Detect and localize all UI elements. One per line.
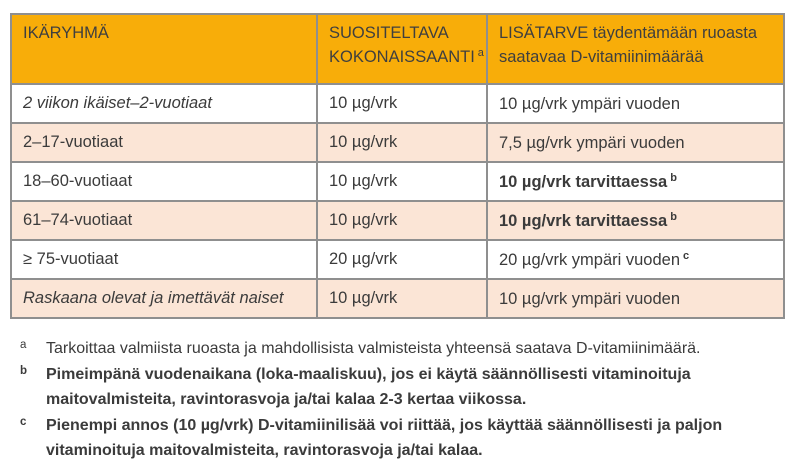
footnote-c-text: Pienempi annos (10 µg/vrk) D-vitamiinilisää voi riittää, jos käyttää säännöllisesti ja paljon vitaminoituja maitovalmisteita, ravintorasvoja ja/tai kalaa. [46,417,723,459]
extra-need-cell [487,240,784,279]
extra-need-text: 20 µg/vrk ympäri vuoden [499,250,681,269]
table-row [11,84,784,123]
footnote-ref-b: b [670,171,677,184]
footnote-a [20,336,746,361]
extra-need-cell [487,84,784,123]
table-header-row [11,14,784,84]
table-row [11,201,784,240]
extra-need-cell [487,162,784,201]
vitamin-d-table [10,13,785,319]
footnotes-section [20,336,764,464]
table-row [11,162,784,201]
age-group-cell: ≥ 75-vuotiaat [11,240,317,279]
footnote-b-text: Pimeimpänä vuodenaikana (loka-maaliskuu), jos ei käytä säännöllisesti vitaminoituja maitovalmisteita, ravintorasvoja ja/tai kalaa 2-3 kertaa viikossa. [46,366,691,408]
age-group-cell: 2–17-vuotiaat [11,123,317,162]
extra-need-text: 10 µg/vrk ympäri vuoden [499,289,681,308]
table-row [11,123,784,162]
intake-cell: 20 µg/vrk [317,240,487,279]
header-additional-need: LISÄTARVE täydentämään ruoasta saatavaa D-vitamiinimäärää [487,14,784,84]
intake-cell: 10 µg/vrk [317,84,487,123]
footnote-b [20,362,746,412]
header-recommended-intake [317,14,487,84]
footnote-ref-a: a [477,46,484,59]
intake-cell: 10 µg/vrk [317,123,487,162]
age-group-cell: 2 viikon ikäiset–2-vuotiaat [11,84,317,123]
table-row [11,279,784,318]
footnote-c [20,413,746,463]
footnote-c-marker: c [20,416,27,428]
footnote-a-text: Tarkoittaa valmiista ruoasta ja mahdollisista valmisteista yhteensä saatava D-vitamiinimäärä. [46,340,701,357]
footnote-a-marker: a [20,339,27,351]
extra-need-text: 10 µg/vrk tarvittaessa [499,172,668,191]
extra-need-cell [487,279,784,318]
table-row [11,240,784,279]
age-group-cell: Raskaana olevat ja imettävät naiset [11,279,317,318]
age-group-cell: 61–74-vuotiaat [11,201,317,240]
footnote-ref-c: c [683,249,690,262]
intake-cell: 10 µg/vrk [317,279,487,318]
footnote-ref-b: b [670,210,677,223]
intake-cell: 10 µg/vrk [317,201,487,240]
header-age-group: IKÄRYHMÄ [11,14,317,84]
footnote-b-marker: b [20,365,28,377]
extra-need-text: 10 µg/vrk ympäri vuoden [499,94,681,113]
header-recommended-intake-label: SUOSITELTAVA KOKONAISSAANTI [329,24,475,66]
extra-need-text: 7,5 µg/vrk ympäri vuoden [499,133,685,152]
age-group-cell: 18–60-vuotiaat [11,162,317,201]
extra-need-cell [487,123,784,162]
intake-cell: 10 µg/vrk [317,162,487,201]
extra-need-text: 10 µg/vrk tarvittaessa [499,211,668,230]
extra-need-cell [487,201,784,240]
